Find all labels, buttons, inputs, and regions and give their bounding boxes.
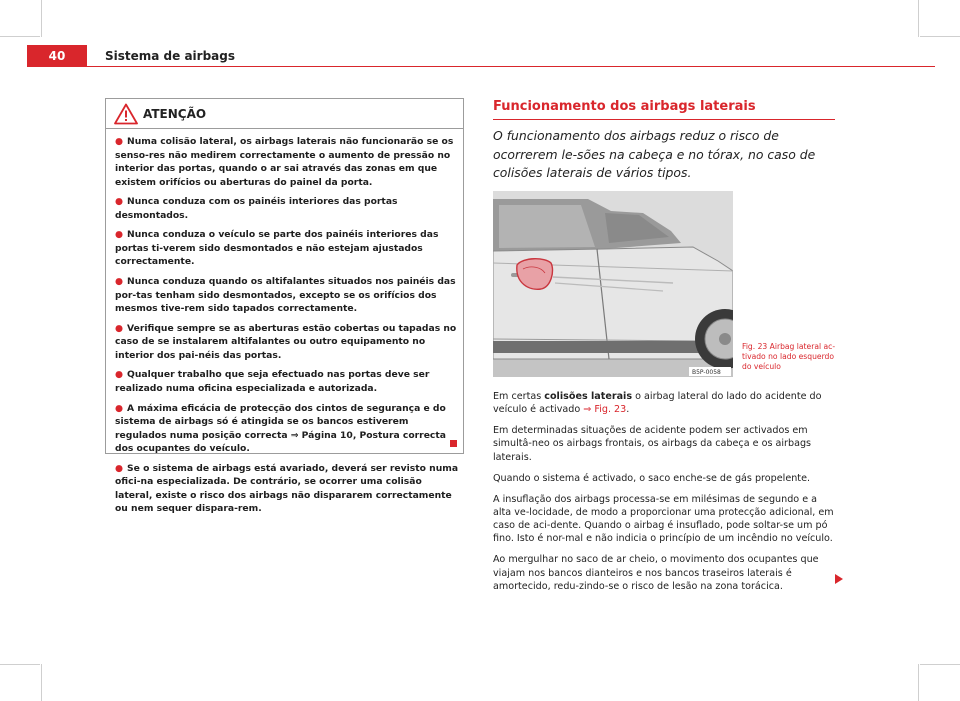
warning-item: ● Nunca conduza o veículo se parte dos painéis interiores das portas ti-verem sido desmontados e não estejam ajustados correctamente.	[115, 229, 439, 268]
crop-mark	[41, 0, 42, 37]
side-airbag-illustration	[493, 191, 733, 377]
section-intro: O funcionamento dos airbags reduz o risco de ocorrerem le-sões na cabeça e no tórax, no caso de colisões laterais de vários tipos.	[493, 128, 816, 180]
warning-item: ● Nunca conduza com os painéis interiores das portas desmontados.	[115, 196, 398, 221]
bullet-icon: ●	[115, 369, 124, 381]
bullet-icon: ●	[115, 136, 124, 147]
bullet-icon: ●	[115, 196, 124, 208]
warning-triangle-icon	[114, 103, 138, 125]
title-rule	[493, 119, 835, 120]
crop-mark	[920, 664, 960, 665]
warning-item: ● Verifique sempre se as aberturas estão cobertas ou tapadas no caso de se instalarem altifalantes ou outro equipamento no interior dos pai-néis das portas.	[115, 322, 457, 361]
bullet-icon: ●	[115, 229, 124, 241]
bullet-icon: ●	[115, 276, 124, 288]
chapter-title: Sistema de airbags	[105, 49, 236, 63]
crop-mark	[41, 664, 42, 701]
paragraph: Em certas colisões laterais o airbag lateral do lado do acidente do veículo é activado ⇒ Fig. 23.	[493, 391, 822, 416]
warning-item: ● Se o sistema de airbags está avariado, deverá ser revisto numa ofici-na especializada. De contrário, se ocorrer uma colisão lateral, existe o risco dos airbags não dispararem correctamente ou nem sequer dispara-rem.	[115, 462, 459, 515]
section-title: Funcionamento dos airbags laterais	[493, 99, 756, 114]
crop-mark	[918, 664, 919, 701]
warning-title: ATENÇÃO	[143, 107, 207, 121]
warning-item: ● Numa colisão lateral, os airbags laterais não funcionarão se os senso-res não medirem correctamente o aumento de pressão no interior das portas, quando o ar sai através das zonas em que existem orifícios ou aberturas do painel da porta.	[115, 136, 454, 188]
page-number: 40	[27, 45, 87, 67]
figure-reference-link[interactable]: ⇒ Fig. 23	[583, 404, 627, 416]
warning-item: ● Nunca conduza quando os altifalantes situados nos painéis das por-tas tenham sido desmontados, excepto se os orifícios dos mesmos tive-rem sido tapados correctamente.	[115, 276, 456, 315]
figure-caption: Fig. 23 Airbag lateral ac-tivado no lado esquerdo do veículo	[742, 342, 836, 372]
figure-code: B5P-0058	[692, 369, 721, 376]
bullet-icon: ●	[115, 322, 124, 334]
crop-mark	[0, 36, 40, 37]
paragraph: A insuflação dos airbags processa-se em milésimas de segundo e a alta ve-locidade, de modo a proporcionar uma protecção adicional, em caso de aci-dente. Quando o airbag é insuflado, pode soltar-se um pó fino. Isto é nor-mal e não indicia o princípio de um incêndio no veículo.	[493, 493, 834, 545]
body-text	[493, 390, 838, 601]
crop-mark	[920, 36, 960, 37]
warning-item: ● Qualquer trabalho que seja efectuado nas portas deve ser realizado numa oficina especializada e autorizada.	[115, 369, 430, 394]
bullet-icon: ●	[115, 402, 124, 414]
warning-list	[115, 135, 460, 522]
warning-item: ● A máxima eficácia de protecção dos cintos de segurança e do sistema de airbags só é atingida se os bancos estiverem regulados numa posição correcta ⇒ Página 10, Postura correcta dos ocupantes do veículo.	[115, 402, 446, 455]
crop-mark	[0, 664, 40, 665]
paragraph: Quando o sistema é activado, o saco enche-se de gás propelente.	[493, 472, 811, 484]
warning-divider	[106, 128, 463, 129]
section-end-marker	[450, 440, 457, 447]
paragraph: Ao mergulhar no saco de ar cheio, o movimento dos ocupantes que viajam nos bancos dianteiros e nos bancos traseiros laterais é amortecido, redu-zindo-se o risco de lesão na zona torácica.	[493, 554, 819, 592]
bullet-icon: ●	[115, 462, 124, 474]
paragraph: Em determinadas situações de acidente podem ser activados em simultâ-neo os airbags frontais, os airbags da cabeça e os airbags laterais.	[493, 425, 812, 463]
continue-arrow-icon	[835, 574, 843, 584]
header-rule	[87, 66, 935, 67]
crop-mark	[918, 0, 919, 37]
